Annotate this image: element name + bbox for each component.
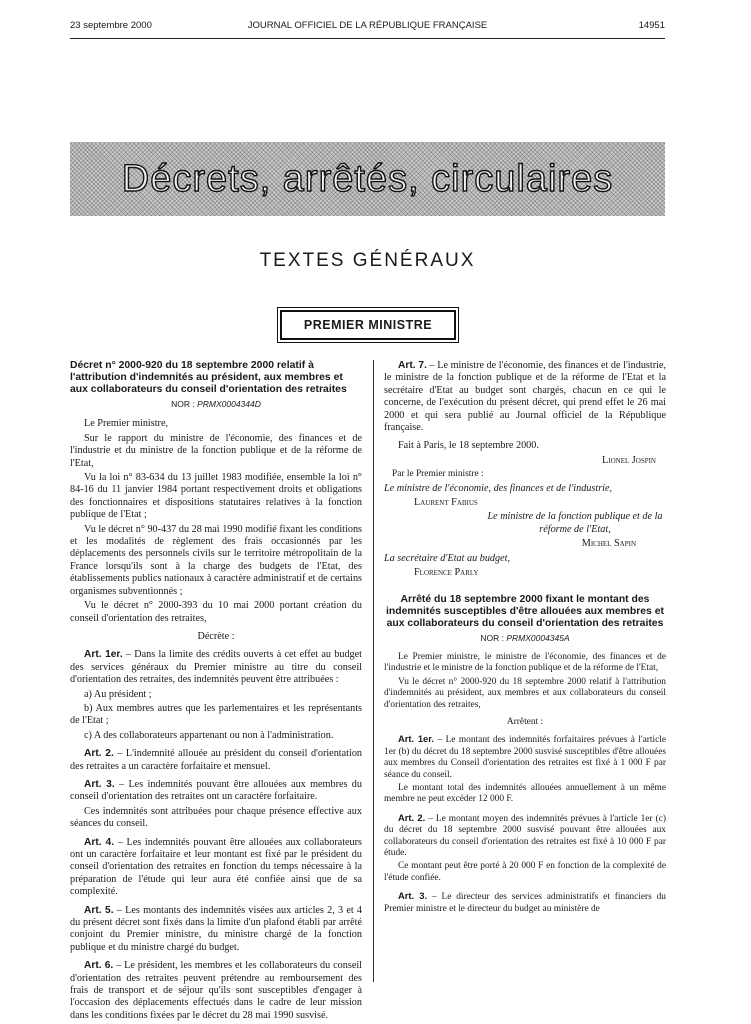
decret-art6 [70, 960, 362, 1022]
signature-sapin: Michel Sapin [581, 538, 636, 550]
header-page-number: 14951 [638, 20, 665, 31]
decret-art1-a: a) Au président ; [84, 688, 152, 700]
arrete-art2-b: Ce montant peut être porté à 20 000 F en fonction de la complexité de l'étude confiée. [384, 861, 666, 883]
secretaire-budget [384, 553, 666, 565]
art-label: Art. 5. [84, 904, 114, 916]
art-label: Art. 3. [84, 778, 115, 790]
decret-art3-b: Ces indemnités sont attribuées pour chaque présence effective aux séances du conseil. [70, 805, 362, 830]
art-text: – Le montant moyen des indemnités prévues à l'article 1er (c) du décret du 18 septembre 2000 susvisé pouvant être allouées aux collaborateurs du conseil d'orientation des retraites est fixé à 10 000 F par étude. [384, 813, 666, 858]
decret-nor [70, 398, 362, 410]
art-text: – Les indemnités pouvant être allouées aux membres du conseil d'orientation des retraites ont un caractère forfaitaire. [70, 778, 362, 803]
ministry-box [280, 310, 456, 340]
decret-p2: Sur le rapport du ministre de l'économie, des finances et de l'industrie et du ministre de la fonction publique et de la réforme de l'Etat, [70, 432, 362, 469]
decret-art5 [70, 905, 362, 955]
page-header [70, 20, 665, 36]
arrete-title: Arrêté du 18 septembre 2000 fixant le montant des indemnités susceptibles d'être allouées aux membres et aux collaborateurs du conseil d'orientation des retraites [386, 593, 664, 629]
column-divider [373, 360, 374, 982]
header-journal-title: JOURNAL OFFICIEL DE LA RÉPUBLIQUE FRANÇAISE [247, 20, 488, 31]
decret-art3 [70, 779, 362, 804]
left-column [70, 360, 362, 1024]
art-label: Art. 2. [398, 811, 426, 823]
header-date: 23 septembre 2000 [70, 20, 152, 31]
arrete-nor [384, 632, 666, 644]
decret-p4: Vu le décret n° 90-437 du 28 mai 1990 modifié fixant les conditions et les modalités de règlement des frais occasionnés par les déplacements des personnels civils sur le territoire métropolitain de la France lorsqu'ils sont à la charge des budgets de l'Etat, des établissements publics nationaux à caractère administratif et de certains organismes subventionnés ; [70, 523, 362, 597]
art-text: – Dans la limite des crédits ouverts à cet effet au budget des services généraux du Premier ministre au titre du conseil d'orientation des retraites, des indemnités peuvent être attribuées : [70, 649, 362, 686]
art-text: – Le directeur des services administratifs et financiers du Premier ministre et le directeur du budget au ministère de [384, 892, 666, 914]
signature-parly: Florence Parly [414, 567, 479, 579]
decret-art1-b: b) Aux membres autres que les parlementaires et les représentants de l'Etat ; [70, 702, 362, 727]
decret-p5: Vu le décret n° 2000-393 du 10 mai 2000 portant création du conseil d'orientation des retraites, [70, 600, 362, 624]
banner-title: Décrets, arrêtés, circulaires [121, 157, 614, 200]
decret-fait: Fait à Paris, le 18 septembre 2000. [398, 440, 539, 452]
art-text: – L'indemnité allouée au président du conseil d'orientation des retraites a un caractère forfaitaire et mensuel. [70, 748, 363, 772]
art-text: – Les indemnités pouvant être allouées aux collaborateurs ont un caractère forfaitaire et leur montant est fixé par le président du conseil d'orientation des retraites en fonction du temps nécessaire à la préparation de l'étude qui leur aura été confiée ainsi que de sa complexité. [70, 836, 362, 898]
art-text: – Le président, les membres et les collaborateurs du conseil d'orientation des retraites peuvent prétendre au remboursement des frais de transport et de séjour qu'ils sont susceptibles d'engager à l'occasion des déplacements effectués dans le cadre de leur mission dans les conditions fixées par le décret du 28 mai 1990 susvisé. [70, 960, 362, 1021]
art-text: – Les montants des indemnités visées aux articles 2, 3 et 4 du présent décret sont fixés dans la limite d'un plafond établi par arrêté conjoint du Premier ministre, du ministre chargé de la fonction publique et du ministre chargé du budget. [70, 904, 363, 953]
signature-fabius: Laurent Fabius [414, 497, 478, 509]
art-label: Art. 1er. [84, 649, 123, 661]
ministry-label: PREMIER MINISTRE [303, 318, 433, 332]
section-banner [70, 142, 665, 216]
secretaire-budget-text: La secrétaire d'Etat au budget, [384, 552, 511, 564]
decret-art4 [70, 837, 362, 899]
arrete-p1: Le Premier ministre, le ministre de l'économie, des finances et de l'industrie et le ministre de la fonction publique et de la réforme de l'Etat, [384, 651, 666, 674]
decret-title: Décret n° 2000-920 du 18 septembre 2000 relatif à l'attribution d'indemnités au président, aux membres et aux collaborateurs du conseil d'orientation des retraites [70, 360, 347, 395]
art-text: – Le ministre de l'économie, des finances et de l'industrie, le ministre de la fonction publique et de la réforme de l'Etat et la secrétaire d'Etat au budget sont chargés, chacun en ce qui le concerne, de l'exécution du présent décret, qui prend effet le 26 mai 2000 et qui sera publié au Journal officiel de la République française. [384, 360, 666, 434]
decret-art1-c: c) A des collaborateurs appartenant ou non à l'administration. [84, 729, 334, 741]
par-premier-ministre: Par le Premier ministre : [392, 469, 484, 480]
nor-code: PRMX0004344D [197, 399, 261, 409]
section-heading: TEXTES GÉNÉRAUX [259, 250, 476, 271]
arrete-p2: Vu le décret n° 2000-920 du 18 septembre 2000 relatif à l'attribution d'indemnités au président, aux membres et aux collaborateurs du conseil d'orientation des retraites, [384, 676, 666, 710]
signature-jospin: Lionel Jospin [602, 454, 656, 466]
nor-label: NOR : [480, 632, 504, 643]
arrete-art1 [384, 733, 666, 781]
decret-art7 [384, 360, 666, 434]
arrete-art3 [384, 890, 666, 915]
header-rule [70, 38, 665, 39]
art-label: Art. 3. [398, 890, 428, 902]
nor-code: PRMX0004345A [506, 632, 570, 643]
art-text: – Le montant des indemnités forfaitaires prévues à l'article 1er (b) du décret du 18 septembre 2000 susvisé susceptibles d'être allouées aux membres du Conseil d'orientation des retraites est fixé à 1 000 F par séance du conseil. [384, 735, 666, 780]
decret-art2 [70, 748, 362, 773]
art-label: Art. 4. [84, 836, 115, 848]
decret-p3: Vu la loi n° 83-634 du 13 juillet 1983 modifiée, ensemble la loi n° 84-16 du 11 janvier 1984 portant respectivement droits et obligations des fonctionnaires et dispositions statutaires relatives à la fonction publique de l'Etat ; [70, 472, 362, 521]
minister-economie-text: Le ministre de l'économie, des finances et de l'industrie, [384, 482, 613, 494]
art-label: Art. 2. [84, 748, 114, 760]
arrete-art2 [384, 812, 666, 860]
minister-fp-text: Le ministre de la fonction publique et de la réforme de l'Etat, [487, 511, 663, 535]
decret-art1 [70, 649, 362, 686]
minister-fonction-publique [384, 511, 666, 536]
arrete-arretent: Arrêtent : [506, 716, 544, 727]
art-label: Art. 1er. [398, 733, 435, 745]
art-label: Art. 6. [84, 960, 114, 972]
arrete-art1-b: Le montant total des indemnités allouées annuellement à un même membre ne peut excéder 12 000 F. [384, 782, 666, 805]
right-column [384, 360, 666, 917]
art-label: Art. 7. [398, 360, 427, 371]
minister-economie [384, 483, 666, 495]
decret-decrete: Décrète : [197, 630, 235, 642]
decret-p1: Le Premier ministre, [84, 418, 169, 430]
nor-label: NOR : [171, 399, 195, 409]
